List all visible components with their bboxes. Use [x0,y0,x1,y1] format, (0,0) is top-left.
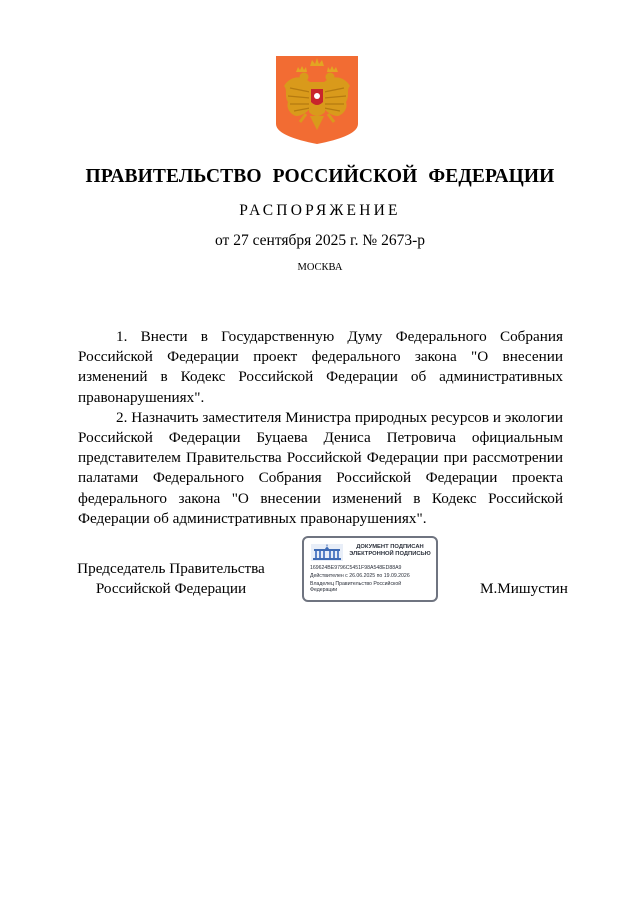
signatory-position-line2: Российской Федерации [95,579,247,597]
stamp-validity: Действителен с 26.06.2025 по 19.09.2026 [310,573,410,579]
coat-of-arms-icon [276,56,358,144]
document-type: РАСПОРЯЖЕНИЕ [239,202,401,219]
signatory-name: М.Мишустин [480,580,568,597]
document-date-number: от 27 сентября 2025 г. № 2673-р [215,232,425,249]
signatory-position-line1: Председатель Правительства [77,560,265,577]
stamp-certificate: 169624BE9796C5451F98A548ED88A9 [310,565,402,571]
document-city: МОСКВА [297,262,343,273]
signatory-position [76,559,266,598]
electronic-signature-stamp [302,536,438,602]
stamp-owner-line1: Владелец Правительство Российской [310,581,402,587]
building-icon [311,544,343,561]
paragraph-1: 1. Внести в Государственную Думу Федерального Собрания Российской Федерации проект федерального закона "О внесении изменений в Кодекс Российской Федерации об административных правонарушениях". [78,328,563,406]
document-body [78,327,563,529]
stamp-heading-line2: ЭЛЕКТРОННОЙ ПОДПИСЬЮ [349,551,431,557]
paragraph-2: 2. Назначить заместителя Министра природных ресурсов и экологии Российской Федерации Буцаева Дениса Петровича официальным представителем Правительства Российской Федерации при рассмотрении палатами Федерального Собрания Российской Федерации проекта федерального закона "О внесении изменений в Кодекс Российской Федерации об административных правонарушениях". [78,408,563,527]
government-title: ПРАВИТЕЛЬСТВО РОССИЙСКОЙ ФЕДЕРАЦИИ [85,166,555,187]
stamp-heading-line1: ДОКУМЕНТ ПОДПИСАН [356,544,424,550]
stamp-heading [346,544,434,558]
stamp-owner-line2: Федерации [310,587,338,593]
